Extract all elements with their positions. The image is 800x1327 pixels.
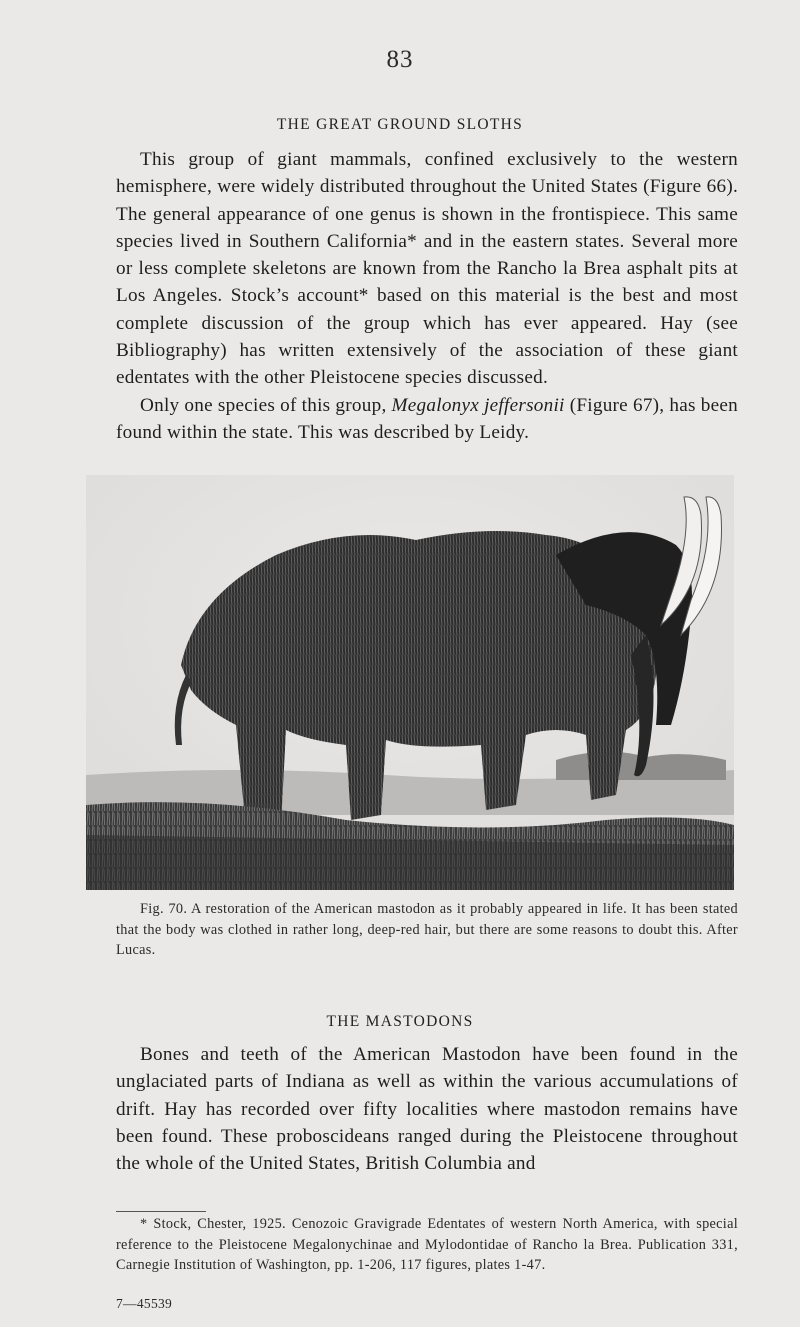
caption-text: Fig. 70. A restoration of the American mastodon as it probably appeared in life. It has been stated that the body was clothed in rather long, deep-red hair, but there are some reasons to doubt this. After Lucas. [116,901,738,958]
section-heading-mastodons: THE MASTODONS [326,1013,474,1030]
ground-sloths-text [116,146,738,446]
section-heading-ground-sloths: THE GREAT GROUND SLOTHS [276,116,524,133]
page-number: 83 [386,46,414,73]
figure-caption [116,899,738,961]
text-run: Only one species of this group, [140,394,392,416]
paragraph [116,392,738,447]
mastodons-text [116,1041,738,1177]
mastodon-illustration [86,475,734,890]
text-run: (Figure 67), has been found within the state. This was described by Leidy. [116,394,739,443]
printer-signature: 7—45539 [116,1296,173,1311]
species-name: Megalonyx jeffersonii [391,394,565,416]
footnote-divider [116,1211,206,1212]
footnote-text: * Stock, Chester, 1925. Cenozoic Gravigrade Edentates of western North America, with special reference to the Pleistocene Megalonychinae and Mylodontidae of Rancho la Brea. Publication 331, Carnegie Institution of Washington, pp. 1-206, 117 figures, plates 1-47. [116,1216,738,1273]
paragraph: This group of giant mammals, confined exclusively to the western hemisphere, were widely distributed throughout the United States (Figure 66). The general appearance of one genus is shown in the frontispiece. This same species lived in Southern California* and in the eastern states. Several more or less complete skeletons are known from the Rancho la Brea asphalt pits at Los Angeles. Stock’s account* based on this material is the best and most complete discussion of the group which has ever appeared. Hay (see Bibliography) has written extensively of the association of these giant edentates with the other Pleistocene species discussed. [116,149,738,389]
footnote [116,1214,738,1276]
paragraph: Bones and teeth of the American Mastodon have been found in the unglaciated parts of Indiana as well as within the various accumulations of drift. Hay has recorded over fifty localities where mastodon remains have been found. These proboscideans ranged during the Pleistocene throughout the whole of the United States, British Columbia and [116,1044,738,1175]
